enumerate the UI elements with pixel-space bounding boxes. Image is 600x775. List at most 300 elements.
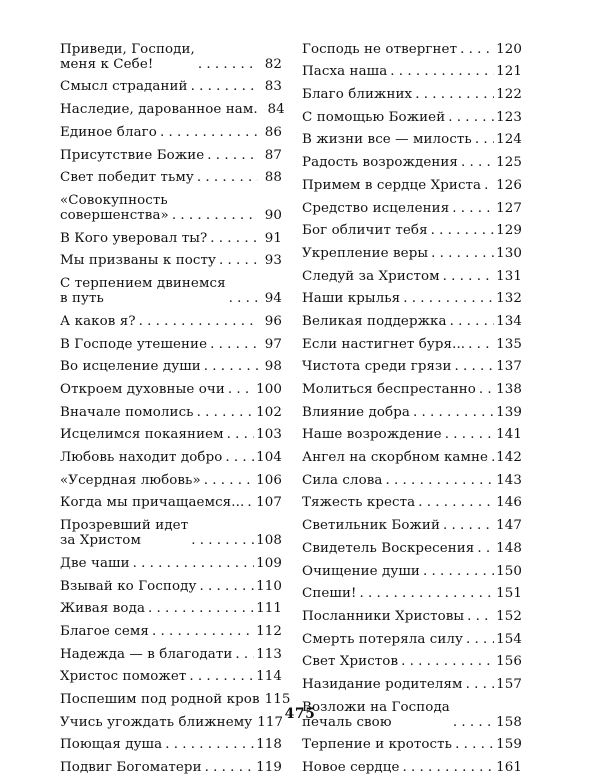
toc-entry-title-line: Укрепление веры (302, 245, 429, 261)
dot-leader (199, 579, 254, 594)
toc-entry-title-line: Присутствие Божие (60, 147, 205, 163)
toc-entry-page: 83 (264, 79, 282, 95)
toc-entry (60, 352, 282, 375)
toc-entry (302, 34, 522, 57)
toc-entry-title (302, 110, 445, 125)
toc-entry-title (302, 359, 451, 374)
toc-entry-title (60, 359, 201, 374)
toc-entry-page: 131 (496, 268, 522, 284)
toc-entry-page: 154 (496, 631, 522, 647)
toc-entry-title-line: В жизни все — милость (302, 132, 472, 148)
dot-leader (466, 677, 495, 692)
toc-entry (302, 102, 522, 125)
toc-entry-page: 132 (496, 291, 522, 307)
dot-leader (401, 654, 494, 669)
toc-entry-title-line: Любовь находит добро (60, 450, 223, 466)
dot-leader (431, 223, 495, 238)
toc-entry (60, 488, 282, 511)
toc-entry-page: 146 (496, 495, 522, 511)
toc-entry-title (302, 223, 428, 238)
toc-entry-title (302, 405, 410, 420)
toc-entry-page: 127 (496, 200, 522, 216)
dot-leader (461, 155, 494, 170)
toc-entry (302, 488, 522, 511)
dot-leader (468, 337, 494, 352)
toc-entry-title-line: Средство исцеления (302, 200, 450, 216)
toc-entry-title-line: Бог обличит тебя (302, 223, 428, 239)
dot-leader (191, 533, 254, 548)
toc-entry-title-line: «Усердная любовь» (60, 472, 201, 488)
toc-entry-title-line: Две чаши (60, 555, 130, 571)
toc-entry (60, 548, 282, 571)
toc-entry-title-line: Ангел на скорбном камне (302, 450, 489, 466)
dot-leader (466, 632, 494, 647)
toc-entry (302, 510, 522, 533)
toc-entry-title (60, 579, 196, 594)
toc-column-right (302, 34, 522, 775)
dot-leader (475, 132, 494, 147)
toc-entry-title (60, 148, 204, 163)
dot-leader (467, 609, 494, 624)
toc-entry-page: 122 (496, 87, 522, 103)
toc-entry-title (302, 337, 465, 352)
toc-entry-title-line: Учись угождать ближнему (60, 714, 253, 730)
dot-leader (448, 110, 494, 125)
toc-entry-page: 150 (496, 563, 522, 579)
toc-entry (60, 306, 282, 329)
toc-entry-title (60, 125, 157, 140)
toc-entry-title (302, 541, 474, 556)
dot-leader (210, 231, 258, 246)
toc-entry (302, 147, 522, 170)
toc-entry-title-line: печаль свою (302, 714, 392, 730)
toc-entry-title-line: Светильник Божий (302, 518, 440, 534)
toc-entry (60, 94, 285, 118)
toc-entry-title (60, 79, 188, 94)
toc-entry-title-line: Новое сердце (302, 760, 400, 775)
toc-entry (302, 556, 522, 579)
toc-entry-title-line: Христос поможет (60, 669, 187, 685)
toc-entry-page: 134 (496, 313, 522, 329)
toc-entry (60, 594, 282, 617)
toc-entry-title (302, 382, 476, 397)
toc-entry (60, 616, 282, 639)
toc-entry-title-line: Великая поддержка (302, 313, 447, 329)
toc-entry-page: 143 (496, 472, 522, 488)
dot-leader (204, 359, 258, 374)
dot-leader (403, 291, 494, 306)
toc-entry-title (302, 314, 447, 329)
toc-entry-title (60, 647, 232, 662)
dot-leader (423, 564, 494, 579)
toc-entry (302, 352, 522, 375)
toc-entry (302, 752, 522, 775)
toc-entry-title (60, 170, 194, 185)
toc-entry-title-line: Благое семя (60, 623, 149, 639)
toc-entry (302, 306, 522, 329)
toc-entry-page: 109 (256, 555, 282, 571)
toc-entry (60, 397, 282, 420)
toc-entry (302, 374, 522, 397)
dot-leader (152, 624, 254, 639)
toc-entry-title-line: Свидетель Воскресения (302, 540, 475, 556)
toc-entry-title (60, 760, 202, 775)
toc-entry-title-line: Подвиг Богоматери (60, 760, 202, 775)
toc-entry-title (302, 564, 420, 579)
toc-entry (60, 140, 282, 163)
toc-entry-page: 82 (264, 56, 282, 72)
toc-column-left (60, 34, 291, 775)
toc-entry-title-line: Наше возрождение (302, 427, 442, 443)
toc-entry (302, 79, 522, 102)
toc-entry-title (60, 276, 226, 306)
toc-entry-title (302, 654, 398, 669)
toc-entry-title (302, 246, 428, 261)
toc-entry-page: 147 (496, 518, 522, 534)
toc-entry-title (302, 518, 440, 533)
toc-entry (302, 420, 522, 443)
toc-entry-title (302, 42, 457, 57)
toc-entry-title-line: Тяжесть креста (302, 495, 416, 511)
dot-leader (172, 208, 258, 223)
toc-entry-title (302, 473, 383, 488)
toc-entry (302, 329, 522, 352)
toc-entry (60, 420, 282, 443)
toc-entry-title (60, 473, 201, 488)
toc-entry-page: 159 (496, 737, 522, 753)
toc-entry-title (60, 737, 162, 752)
dot-leader (204, 473, 254, 488)
toc-entry-page: 142 (496, 450, 522, 466)
toc-entry-title (60, 231, 207, 246)
toc-entry (302, 284, 522, 307)
toc-entry-title-line: Очищение души (302, 563, 420, 579)
toc-entry-title (302, 677, 463, 692)
toc-entry-title (302, 64, 387, 79)
toc-entry-title-line: Чистота среди грязи (302, 359, 452, 375)
dot-leader (413, 405, 494, 420)
toc-entry-title-line: Когда мы причащаемся... (60, 495, 245, 511)
toc-entry-page: 126 (496, 177, 522, 193)
toc-entry (60, 639, 282, 662)
dot-leader (197, 170, 258, 185)
toc-entry-page: 114 (256, 669, 282, 685)
dot-leader (415, 87, 494, 102)
toc-entry-title-line: Наследие, дарованное нам. (60, 102, 258, 118)
dot-leader (210, 337, 258, 352)
toc-entry (60, 730, 282, 753)
toc-entry-title-line: А каков я? (60, 313, 136, 329)
toc-entry-title (302, 427, 442, 442)
dot-leader (219, 253, 258, 268)
toc-entry-page: 129 (496, 223, 522, 239)
toc-entry (302, 669, 522, 692)
toc-entry-page: 112 (256, 623, 282, 639)
toc-entry (60, 684, 291, 707)
toc-entry-title (302, 132, 472, 147)
dot-leader (445, 427, 494, 442)
toc-entry-title-line: Сила слова (302, 472, 383, 488)
toc-entry-title-line: Единое благо (60, 124, 157, 140)
toc-entry-title-line: Посланники Христовы (302, 608, 465, 624)
toc-entry-page: 96 (264, 313, 282, 329)
toc-entry-title-line: Поспешим под родной кров (60, 692, 260, 707)
dot-leader (189, 669, 254, 684)
dot-leader (229, 291, 258, 306)
dot-leader (386, 473, 495, 488)
toc-entry-title (60, 314, 136, 329)
toc-entry-title-line: Влияние добра (302, 404, 410, 420)
dot-leader (148, 601, 254, 616)
toc-entry-page: 151 (496, 586, 522, 602)
toc-entry-title-line: Во исцеление души (60, 359, 201, 375)
dot-leader (247, 495, 254, 510)
toc-entry (302, 442, 522, 465)
toc-entry-page: 98 (264, 359, 282, 375)
toc-entry (60, 571, 282, 594)
dot-leader (197, 405, 255, 420)
dot-leader (479, 382, 494, 397)
toc-entry-title-line: Приведи, Господи, (60, 41, 195, 57)
toc-entry-title (60, 624, 149, 639)
toc-entry (302, 261, 522, 284)
toc-entry-title (60, 556, 130, 571)
toc-entry-title (302, 291, 400, 306)
toc-entry-title-line: Исцелимся покаянием (60, 427, 224, 443)
toc-entry-page: 104 (256, 450, 282, 466)
toc-entry-page: 120 (496, 41, 522, 57)
toc-entry-title-line: Наши крылья (302, 291, 401, 307)
toc-entry-title-line: в путь (60, 291, 104, 307)
toc-entry-page: 158 (496, 714, 522, 730)
toc-entry-title-line: Пасха наша (302, 64, 388, 80)
toc-entry (302, 238, 522, 261)
dot-leader (431, 246, 494, 261)
toc-entry (60, 662, 282, 685)
toc-entry (60, 72, 282, 95)
toc-entry-title (60, 193, 169, 223)
toc-entry-page: 107 (256, 495, 282, 511)
dot-leader (207, 148, 258, 163)
toc-entry-title-line: Надежда — в благодати (60, 646, 233, 662)
dot-leader (191, 79, 258, 94)
toc-entry-title-line: Взывай ко Господу (60, 578, 197, 594)
toc-entry-title (60, 450, 222, 465)
toc-entry-page: 118 (256, 737, 282, 753)
dot-leader (133, 556, 255, 571)
toc-entry-title (302, 586, 356, 601)
toc-entry-title-line: меня к Себе! (60, 56, 154, 72)
toc-entry-title (302, 201, 449, 216)
toc-entry-title (302, 609, 464, 624)
toc-entry-page: 137 (496, 359, 522, 375)
toc-entry-title (60, 669, 186, 684)
toc-entry-title-line: Молиться беспрестанно (302, 382, 476, 397)
toc-entry-page: 103 (256, 427, 282, 443)
toc-entry-page: 117 (257, 714, 284, 730)
dot-leader (205, 760, 255, 775)
toc-entry-title (60, 518, 188, 548)
dot-leader (454, 359, 494, 374)
toc-entry-title-line: Свет Христов (302, 654, 399, 670)
toc-entry-page: 115 (264, 692, 291, 707)
toc-entry-title-line: Смерть потеряла силу (302, 631, 464, 647)
toc-entry (302, 730, 522, 753)
toc-entry (302, 397, 522, 420)
toc-entry-page: 84 (267, 102, 285, 118)
toc-entry-title-line: Откроем духовные очи (60, 381, 225, 397)
toc-entry-title (302, 737, 452, 752)
toc-entry-page: 135 (496, 336, 522, 352)
toc-entry-title-line: «Совокупность (60, 193, 168, 209)
dot-leader (359, 586, 494, 601)
toc-entry-page: 161 (496, 760, 522, 775)
toc-entry-title (60, 253, 216, 268)
toc-entry-page: 93 (264, 253, 282, 269)
toc-entry-page: 121 (496, 64, 522, 80)
toc-entry-title-line: Назидание родителям (302, 676, 463, 692)
dot-leader (139, 314, 258, 329)
toc-entry-title (302, 178, 481, 193)
toc-entry-page: 87 (264, 147, 282, 163)
toc-entry-title-line: за Христом (60, 533, 141, 549)
toc-entry (302, 647, 522, 670)
toc-entry-page: 141 (496, 427, 522, 443)
toc-entry-title-line: Следуй за Христом (302, 268, 440, 284)
dot-leader (443, 518, 494, 533)
toc-entry-title-line: Терпение и кротость (302, 737, 453, 753)
toc-entry (302, 57, 522, 80)
toc-entry-page: 124 (496, 132, 522, 148)
toc-entry (302, 216, 522, 239)
dot-leader (403, 760, 495, 775)
toc-entry (60, 752, 282, 775)
toc-entry (60, 465, 282, 488)
toc-entry-title-line: Свет победит тьму (60, 170, 194, 186)
toc-entry-page: 106 (256, 472, 282, 488)
toc-entry-title (60, 42, 195, 72)
toc-entry-title (60, 495, 244, 510)
toc-entry-page: 108 (256, 533, 282, 549)
toc-entry-title (60, 692, 260, 707)
toc-entry (60, 268, 282, 306)
toc-entry-title (60, 405, 194, 420)
toc-entry-title-line: Спеши! (302, 586, 357, 602)
toc-entry-title (302, 269, 440, 284)
toc-entry-title (302, 632, 463, 647)
toc-entry (302, 579, 522, 602)
toc-entry (302, 624, 522, 647)
toc-entry-title (60, 427, 224, 442)
toc-entry-page: 125 (496, 155, 522, 171)
toc-entry-page: 123 (496, 109, 522, 125)
dot-leader (452, 201, 494, 216)
toc-entry-page: 102 (256, 404, 282, 420)
toc-entry-title (302, 760, 400, 775)
toc-entry-title-line: Возложи на Господа (302, 699, 450, 715)
toc-entry-title (302, 495, 415, 510)
toc-entry (302, 533, 522, 556)
toc-entry (60, 510, 282, 548)
toc-entry (60, 329, 282, 352)
toc-entry-page: 157 (496, 676, 522, 692)
toc-entry-page: 156 (496, 654, 522, 670)
dot-leader (225, 450, 254, 465)
toc-entry-page: 152 (496, 608, 522, 624)
toc-entry (60, 374, 282, 397)
toc-entry-page: 91 (264, 230, 282, 246)
toc-entry-title-line: С терпением двинемся (60, 276, 226, 292)
toc-entry-page: 110 (256, 578, 282, 594)
dot-leader (160, 125, 258, 140)
dot-leader (477, 541, 494, 556)
toc-entry-title-line: совершенства» (60, 208, 169, 224)
toc-entry-title-line: Вначале помолись (60, 404, 194, 420)
dot-leader (227, 427, 255, 442)
toc-entry-title-line: Живая вода (60, 601, 146, 617)
toc-entry (60, 185, 282, 223)
dot-leader (228, 382, 254, 397)
toc-entry-title (302, 155, 458, 170)
toc-entry-page: 100 (256, 381, 282, 397)
toc-entry (302, 125, 522, 148)
toc-entry-title-line: В Кого уверовал ты? (60, 230, 208, 246)
dot-leader (418, 495, 494, 510)
toc-entry (60, 34, 282, 72)
toc-entry-title-line: В Господе утешение (60, 336, 208, 352)
dot-leader (443, 269, 495, 284)
dot-leader (450, 314, 495, 329)
toc-entry-title-line: Господь не отвергнет (302, 41, 458, 57)
dot-leader (491, 450, 494, 465)
toc-entry-title-line: Радость возрождения (302, 155, 458, 171)
toc-entry-title-line: Если настигнет буря... (302, 336, 466, 352)
toc-entry-title-line: Примем в сердце Христа (302, 177, 482, 193)
toc-entry-title-line: Смысл страданий (60, 79, 188, 95)
toc-entry-page: 148 (496, 540, 522, 556)
toc-entry-page: 86 (264, 124, 282, 140)
toc-entry (60, 223, 282, 246)
toc-entry-title (60, 601, 145, 616)
toc-entry-page: 119 (256, 760, 282, 775)
toc-entry-page: 111 (256, 601, 282, 617)
toc-entry-title-line: С помощью Божией (302, 109, 446, 125)
toc-entry-title-line: Прозревший идет (60, 518, 189, 534)
toc-entry-page: 139 (496, 404, 522, 420)
toc-entry (60, 117, 282, 140)
dot-leader (455, 737, 494, 752)
dot-leader (484, 178, 494, 193)
toc-entry-page: 97 (264, 336, 282, 352)
toc-entry-title (302, 450, 488, 465)
toc-entry-title-line: Мы призваны к посту (60, 253, 217, 269)
toc-entry-page: 94 (264, 291, 282, 307)
toc-entry-title (60, 382, 225, 397)
page-number: 475 (284, 706, 316, 722)
toc-entry-title-line: Благо ближних (302, 87, 413, 103)
toc-entry-page: 88 (264, 170, 282, 186)
dot-leader (198, 57, 258, 72)
toc-entry-page: 90 (264, 208, 282, 224)
dot-leader (165, 737, 254, 752)
toc-entry-title-line: Поющая душа (60, 737, 163, 753)
dot-leader (460, 42, 494, 57)
toc-entry (302, 465, 522, 488)
toc-entry (302, 193, 522, 216)
toc-entry-title (60, 337, 207, 352)
toc-entry (60, 442, 282, 465)
toc-entry-page: 138 (496, 382, 522, 397)
